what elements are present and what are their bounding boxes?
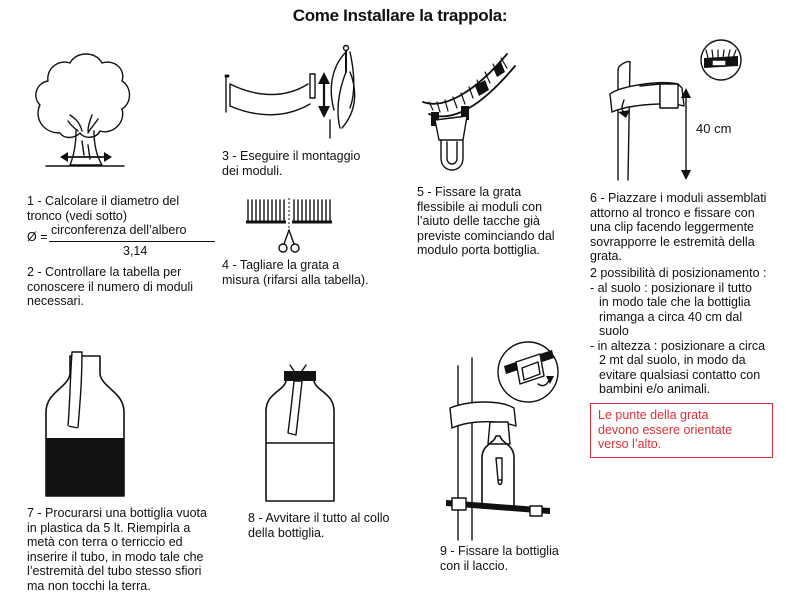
formula-fraction-bar [49, 241, 215, 242]
bottle-filled-icon [40, 352, 130, 502]
step-9: 9 - Fissare la bottiglia con il laccio. [440, 544, 559, 573]
step-6: 6 - Piazzare i moduli assemblati attorno al tronco e fissare con una clip facendo leggermente sovrapporre le estremità della grata. [590, 191, 767, 263]
module-assembly-icon [218, 42, 368, 142]
step-2: 2 - Controllare la tabella per conoscere il numero di moduli necessari. [27, 265, 194, 308]
step-7: 7 - Procurarsi una bottiglia vuota in plastica da 5 lt. Riempirla a metà con terra o terriccio ed inserire il tubo, in modo tale che l’estremità del tubo stesso sfiori ma non tocchi la terra. [27, 506, 207, 593]
step-5: 5 - Fissare la grata flessibile ai moduli con l’aiuto delle tacche già previste cominciando dal modulo porta bottiglia. [417, 185, 555, 257]
step-8: 8 - Avvitare il tutto al collo della bottiglia. [248, 511, 390, 540]
measure-label: 40 cm [696, 121, 732, 136]
formula-denominator: 3,14 [123, 244, 148, 258]
warning-box: Le punte della grata devono essere orientate verso l’alto. [590, 403, 773, 458]
page-title: Come Installare la trappola: [292, 6, 508, 25]
formula-symbol: Ø = [27, 230, 48, 244]
grid-attach-icon [415, 40, 525, 180]
grid-cutting-icon [246, 196, 336, 256]
diameter-formula [27, 224, 227, 260]
tree-mount-icon [600, 40, 790, 185]
tree-icon [20, 45, 140, 180]
positioning-options: 2 possibilità di posizionamento : - al suolo : posizionare il tutto in modo tale che la bottiglia rimanga a circa 40 cm dal suolo - in altezza : posizionare a circa 2 mt dal suolo, in modo da evitare qualsiasi contatto con bambini e/o animali. [590, 266, 767, 396]
bottle-fix-icon [440, 340, 570, 545]
step-4: 4 - Tagliare la grata a misura (rifarsi alla tabella). [222, 258, 369, 287]
step-1: 1 - Calcolare il diametro del tronco (vedi sotto) [27, 194, 180, 223]
bottle-screw-icon [262, 365, 342, 505]
formula-numerator: circonferenza dell’albero [51, 223, 187, 237]
step-3: 3 - Eseguire il montaggio dei moduli. [222, 149, 361, 178]
